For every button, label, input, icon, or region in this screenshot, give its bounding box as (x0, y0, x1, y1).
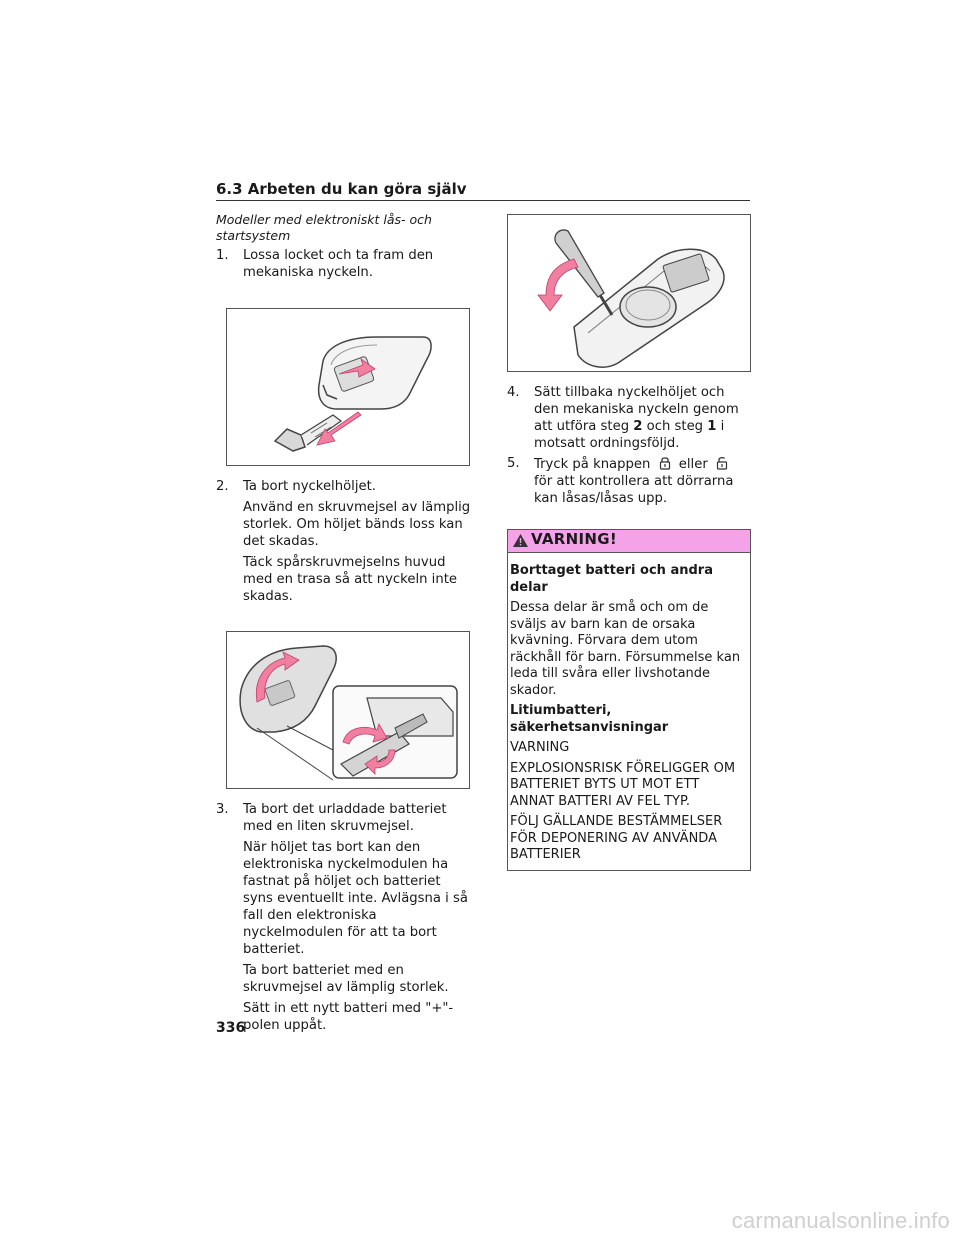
step-text-post: för att kontrollera att dörrarna kan låsas/låsas upp. (534, 474, 734, 506)
warning-subheading: Borttaget batteri och andra delar (510, 563, 713, 595)
step-number: 3. (216, 802, 229, 817)
step-text: Ta bort det urladdade batteriet med en liten skruvmejsel. (243, 802, 447, 834)
step-text: Ta bort nyckelhöljet. (243, 479, 376, 494)
curved-arrow-icon (508, 215, 750, 371)
paragraph: När höljet tas bort kan den elektroniska nyckelmodulen ha fastnat på höljet och batteriet syns eventuellt inte. Avlägsna i så fall den elektroniska nyckelmodulen för att ta bort batteriet. (243, 840, 468, 957)
step-text-pre: Sätt tillbaka nyckelhöljet och den mekaniska nyckeln genom att utföra steg (534, 385, 739, 434)
watermark: carmanualsonline.info (731, 1208, 950, 1233)
step-number: 2. (216, 479, 229, 494)
step-text-post: i motsatt ordningsföljd. (534, 419, 725, 451)
section-title: 6.3 Arbeten du kan göra själv (216, 180, 467, 198)
warning-paragraph: EXPLOSIONSRISK FÖRELIGGER OM BATTERIET BYTS UT MOT ETT ANNAT BATTERI AV FEL TYP. (510, 760, 736, 809)
warning-box (507, 529, 751, 871)
step-number: 4. (507, 385, 520, 400)
warning-paragraph: Dessa delar är små och om de sväljs av barn kan de orsaka kvävning. Förvara dem utom räckhåll för barn. Försummelse kan leda till svåra eller livshotande skador. (510, 600, 741, 698)
warning-subheading: Litiumbatteri, säkerhetsanvisningar (510, 703, 669, 735)
warning-paragraph: FÖLJ GÄLLANDE BESTÄMMELSER FÖR DEPONERING AV ANVÄNDA BATTERIER (510, 814, 723, 862)
warning-title: VARNING! (531, 530, 617, 548)
figure-remove-key-case (226, 631, 470, 789)
step-3 (216, 801, 474, 835)
figure-remove-mechanical-key (226, 308, 470, 466)
paragraph: Sätt in ett nytt batteri med "+"-polen uppåt. (243, 1001, 454, 1033)
warning-triangle-icon (512, 533, 529, 548)
figure-remove-battery (507, 214, 751, 372)
step-ref: 2 (633, 419, 643, 434)
right-column (507, 212, 751, 871)
step-number: 1. (216, 248, 229, 263)
step-number: 5. (507, 456, 520, 471)
step-text-mid: eller (678, 457, 708, 472)
page-number: 336 (216, 1020, 246, 1036)
paragraph: Täck spårskruvmejselns huvud med en trasa så att nyckeln inte skadas. (243, 555, 457, 604)
warning-paragraph: VARNING (510, 740, 570, 755)
paragraph: Använd en skruvmejsel av lämplig storlek. Om höljet bänds loss kan det skadas. (243, 500, 471, 549)
warning-body (508, 553, 750, 870)
step-text-mid: och steg (642, 419, 708, 434)
paragraph: Ta bort batteriet med en skruvmejsel av lämplig storlek. (243, 963, 449, 995)
lock-icon (658, 455, 672, 470)
subheading: Modeller med elektroniskt lås- och startsystem (216, 212, 432, 243)
section-header (216, 182, 750, 201)
step-5 (507, 455, 751, 507)
left-column (216, 212, 474, 1034)
warning-header (508, 530, 750, 553)
step-text-pre: Tryck på knappen (534, 457, 651, 472)
pink-arrow-icons (227, 309, 469, 465)
step-ref: 1 (707, 419, 717, 434)
rotate-arrow-icons (227, 632, 469, 788)
step-text: Lossa locket och ta fram den mekaniska nyckeln. (243, 248, 434, 280)
step-2 (216, 478, 474, 495)
unlock-icon (715, 455, 729, 470)
step-4 (507, 384, 751, 452)
step-1 (216, 247, 474, 281)
